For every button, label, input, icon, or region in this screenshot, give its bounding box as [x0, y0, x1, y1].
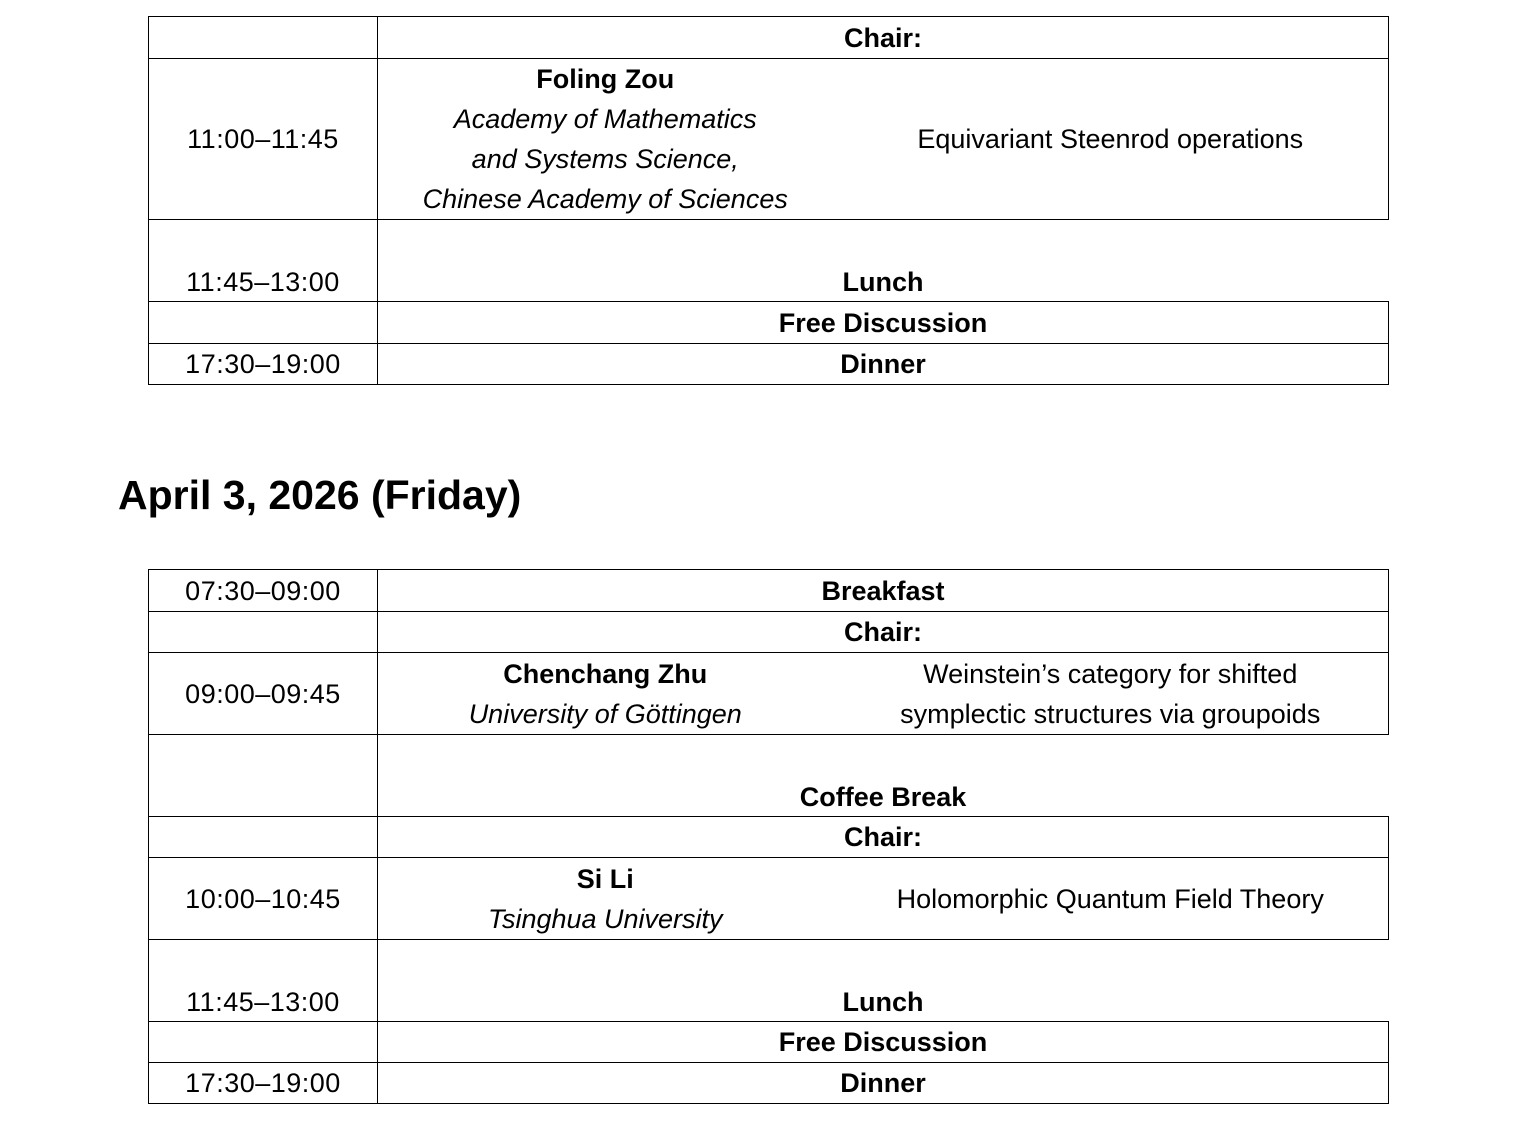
time-cell: [149, 17, 378, 59]
speaker-affiliation: Academy of Mathematics: [453, 104, 757, 134]
schedule-table-1: [148, 16, 1389, 385]
speaker-name: Si Li: [576, 863, 634, 894]
speaker-cell: [378, 653, 833, 735]
schedule-row-dinner: [149, 344, 1389, 385]
time-cell: 17:30–19:00: [149, 344, 378, 385]
chair-label: Chair:: [378, 17, 1389, 59]
time-cell: 07:30–09:00: [149, 570, 378, 612]
dinner-label: Dinner: [378, 1063, 1389, 1104]
talk-title: symplectic structures via groupoids: [900, 698, 1321, 729]
schedule-row-lunch: [149, 940, 1389, 1022]
schedule-row-breakfast: [149, 570, 1389, 612]
lunch-label: Lunch: [378, 220, 1389, 302]
time-cell: 11:00–11:45: [149, 59, 378, 220]
chair-label: Chair:: [378, 612, 1389, 653]
schedule-row-chair: [149, 612, 1389, 653]
chair-label: Chair:: [378, 817, 1389, 858]
schedule-row-lunch: [149, 220, 1389, 302]
talk-title-cell: [833, 653, 1389, 735]
time-cell: 17:30–19:00: [149, 1063, 378, 1104]
lunch-label: Lunch: [378, 940, 1389, 1022]
schedule-row-dinner: [149, 1063, 1389, 1104]
free-discussion-label: Free Discussion: [378, 302, 1389, 344]
speaker-affiliation: Chinese Academy of Sciences: [422, 184, 788, 214]
speaker-affiliation: Tsinghua University: [487, 903, 723, 934]
speaker-affiliation: and Systems Science,: [471, 144, 739, 174]
schedule-row-chair: [149, 17, 1389, 59]
talk-title: Equivariant Steenrod operations: [833, 59, 1389, 220]
schedule-table-2: [148, 569, 1389, 1104]
speaker-cell: [378, 858, 833, 940]
time-cell: [149, 1022, 378, 1063]
time-cell: [149, 817, 378, 858]
talk-title: Weinstein’s category for shifted: [923, 658, 1298, 689]
schedule-row-talk: [149, 858, 1389, 940]
time-cell: 09:00–09:45: [149, 653, 378, 735]
coffee-break-label: Coffee Break: [378, 735, 1389, 817]
speaker-name: Foling Zou: [536, 64, 675, 94]
schedule-row-free-discussion: [149, 1022, 1389, 1063]
breakfast-label: Breakfast: [378, 570, 1389, 612]
schedule-row-talk: [149, 653, 1389, 735]
speaker-affiliation: University of Göttingen: [468, 698, 742, 729]
time-cell: 11:45–13:00: [149, 220, 378, 302]
free-discussion-label: Free Discussion: [378, 1022, 1389, 1063]
day-heading: April 3, 2026 (Friday): [118, 472, 522, 518]
time-cell: [149, 735, 378, 817]
speaker-cell: [378, 59, 833, 220]
time-cell: 11:45–13:00: [149, 940, 378, 1022]
schedule-row-coffee-break: [149, 735, 1389, 817]
speaker-name: Chenchang Zhu: [503, 658, 708, 689]
schedule-row-talk: [149, 59, 1389, 220]
schedule-row-chair: [149, 817, 1389, 858]
time-cell: [149, 612, 378, 653]
time-cell: 10:00–10:45: [149, 858, 378, 940]
schedule-row-free-discussion: [149, 302, 1389, 344]
dinner-label: Dinner: [378, 344, 1389, 385]
time-cell: [149, 302, 378, 344]
talk-title: Holomorphic Quantum Field Theory: [833, 858, 1389, 940]
